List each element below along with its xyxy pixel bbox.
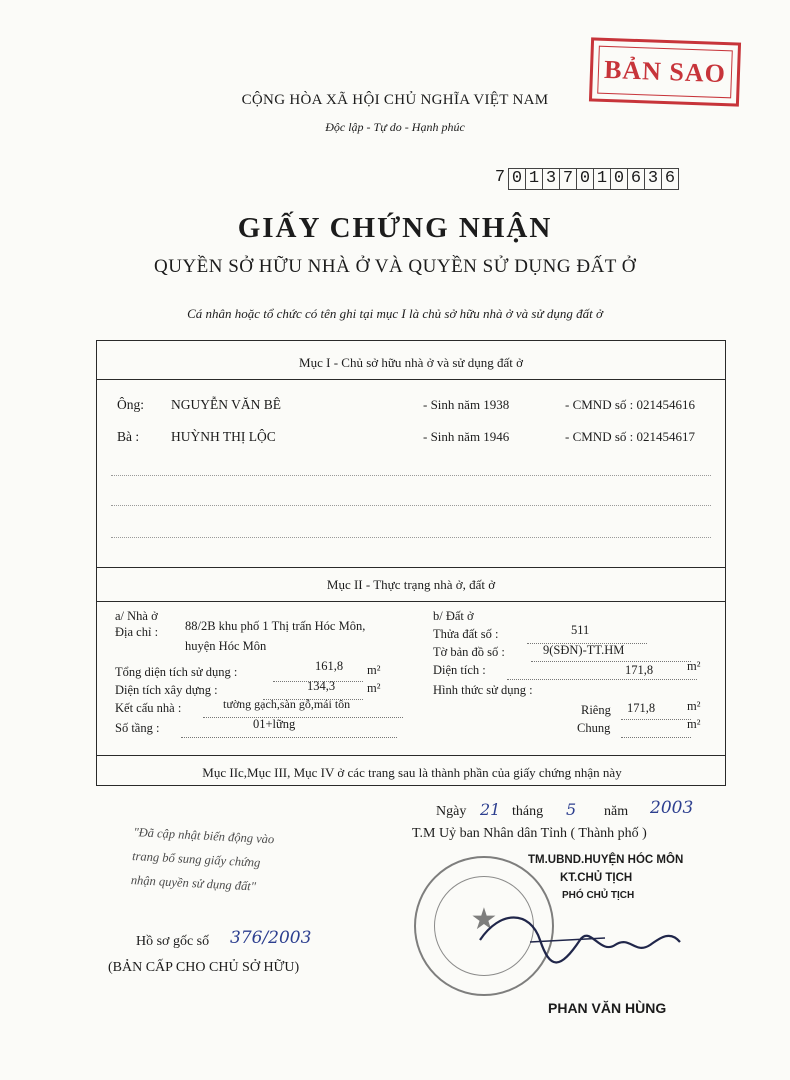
date-month-label: tháng	[512, 804, 544, 819]
copy-stamp-text: BẢN SAO	[597, 46, 733, 99]
unit: m²	[367, 681, 381, 695]
dotted-line	[111, 505, 711, 506]
divider	[97, 567, 725, 568]
certificate-frame	[96, 340, 726, 786]
serial-digit: 6	[628, 168, 645, 190]
file-note: (BẢN CẤP CHO CHỦ SỞ HỮU)	[108, 960, 300, 975]
divider	[97, 755, 725, 756]
map-label: Tờ bản đồ số :	[433, 645, 505, 659]
date-year-value: 2003	[650, 798, 694, 818]
dotted-line	[531, 661, 691, 662]
section2-title: Mục II - Thực trạng nhà ở, đất ở	[326, 577, 496, 592]
serial-digit: 7	[494, 168, 506, 187]
serial-digit: 6	[662, 168, 679, 190]
address-label: Địa chỉ :	[115, 625, 159, 639]
private-value: 171,8	[627, 701, 656, 715]
dotted-line	[203, 717, 403, 718]
serial-digit: 1	[594, 168, 611, 190]
dotted-line	[507, 679, 697, 680]
dotted-line	[181, 737, 397, 738]
parcel-label: Thửa đất số :	[433, 627, 499, 641]
serial-digit: 3	[645, 168, 662, 190]
structure-value: tường gạch,sàn gỗ,mái tôn	[223, 697, 351, 711]
dotted-line	[111, 537, 711, 538]
date-month-value: 5	[566, 800, 577, 819]
unit: m²	[687, 699, 701, 713]
owner-id: - CMND số : 021454617	[565, 429, 696, 444]
signer-name: PHAN VĂN HÙNG	[548, 1000, 667, 1016]
unit: m²	[367, 663, 381, 677]
serial-digit: 3	[543, 168, 560, 190]
note-line: "Đã cập nhật biến động vào	[133, 825, 275, 847]
structure-label: Kết cấu nhà :	[115, 701, 182, 715]
official-line2: KT.CHỦ TỊCH	[560, 872, 633, 884]
serial-digit: 1	[526, 168, 543, 190]
private-label: Riêng	[581, 703, 611, 717]
floors-label: Số tầng :	[115, 721, 160, 735]
divider	[97, 379, 725, 380]
dotted-line	[621, 737, 691, 738]
parcel-value: 511	[571, 623, 590, 637]
owner-prefix: Bà :	[117, 429, 140, 444]
file-label: Hồ sơ gốc số	[136, 934, 210, 949]
land-heading: b/ Đất ở	[433, 609, 474, 623]
owner-id: - CMND số : 021454616	[565, 397, 696, 412]
owner-name: NGUYỄN VĂN BÊ	[171, 397, 281, 412]
total-area-value: 161,8	[315, 659, 344, 673]
official-line3: PHÓ CHỦ TỊCH	[562, 890, 635, 901]
intro-text: Cá nhân hoặc tổ chức có tên ghi tại mục I là chủ sở hữu nhà ở và sử dụng đất ở	[187, 306, 603, 321]
usage-label: Hình thức sử dụng :	[433, 683, 533, 697]
nation-heading: CỘNG HÒA XÃ HỘI CHỦ NGHĨA VIỆT NAM	[241, 92, 549, 108]
date-day-label: Ngày	[436, 804, 467, 819]
date-year-label: năm	[604, 804, 629, 819]
house-heading: a/ Nhà ở	[115, 609, 158, 623]
floors-value: 01+lững	[253, 717, 296, 731]
shared-label: Chung	[577, 721, 611, 735]
document-title: GIẤY CHỨNG NHẬN	[237, 212, 553, 244]
note-line: trang bổ sung giấy chứng	[131, 848, 261, 870]
update-note	[130, 820, 363, 904]
divider	[97, 601, 725, 602]
serial-digit: 7	[560, 168, 577, 190]
owner-birth: - Sinh năm 1946	[423, 429, 510, 444]
land-area-value: 171,8	[625, 663, 654, 677]
date-day-value: 21	[480, 800, 501, 819]
owner-birth: - Sinh năm 1938	[423, 397, 510, 412]
serial-digit: 0	[508, 168, 526, 190]
serial-digit: 0	[577, 168, 594, 190]
file-value: 376/2003	[230, 928, 312, 948]
signature	[470, 900, 690, 980]
address-line2: huyện Hóc Môn	[185, 639, 267, 653]
built-area-value: 134,3	[307, 679, 336, 693]
owner-name: HUỲNH THỊ LỘC	[171, 429, 276, 444]
unit: m²	[687, 717, 701, 731]
authority: T.M Uỷ ban Nhân dân Tỉnh ( Thành phố )	[412, 826, 647, 841]
owner-prefix: Ông:	[117, 397, 144, 412]
document-subtitle: QUYỀN SỞ HỮU NHÀ Ở VÀ QUYỀN SỬ DỤNG ĐẤT Ở	[153, 256, 637, 277]
address-line1: 88/2B khu phố 1 Thị trấn Hóc Môn,	[185, 619, 366, 633]
section1-title: Mục I - Chủ sở hữu nhà ở và sử dụng đất ở	[299, 355, 523, 370]
motto: Độc lập - Tự do - Hạnh phúc	[325, 120, 465, 134]
dotted-line	[111, 475, 711, 476]
serial-number	[492, 168, 679, 190]
built-area-label: Diện tích xây dựng :	[115, 683, 218, 697]
note-line: nhận quyền sử dụng đất"	[130, 872, 257, 894]
official-line1: TM.UBND.HUYỆN HÓC MÔN	[528, 854, 684, 866]
total-area-label: Tổng diện tích sử dụng :	[115, 665, 238, 679]
unit: m²	[687, 659, 701, 673]
dotted-line	[621, 719, 691, 720]
serial-digit: 0	[611, 168, 628, 190]
footnote: Mục IIc,Mục III, Mục IV ở các trang sau là thành phần của giấy chứng nhận này	[202, 765, 622, 780]
map-value: 9(SĐN)-TT.HM	[543, 643, 625, 657]
star-icon: ★	[470, 903, 498, 936]
land-area-label: Diện tích :	[433, 663, 486, 677]
